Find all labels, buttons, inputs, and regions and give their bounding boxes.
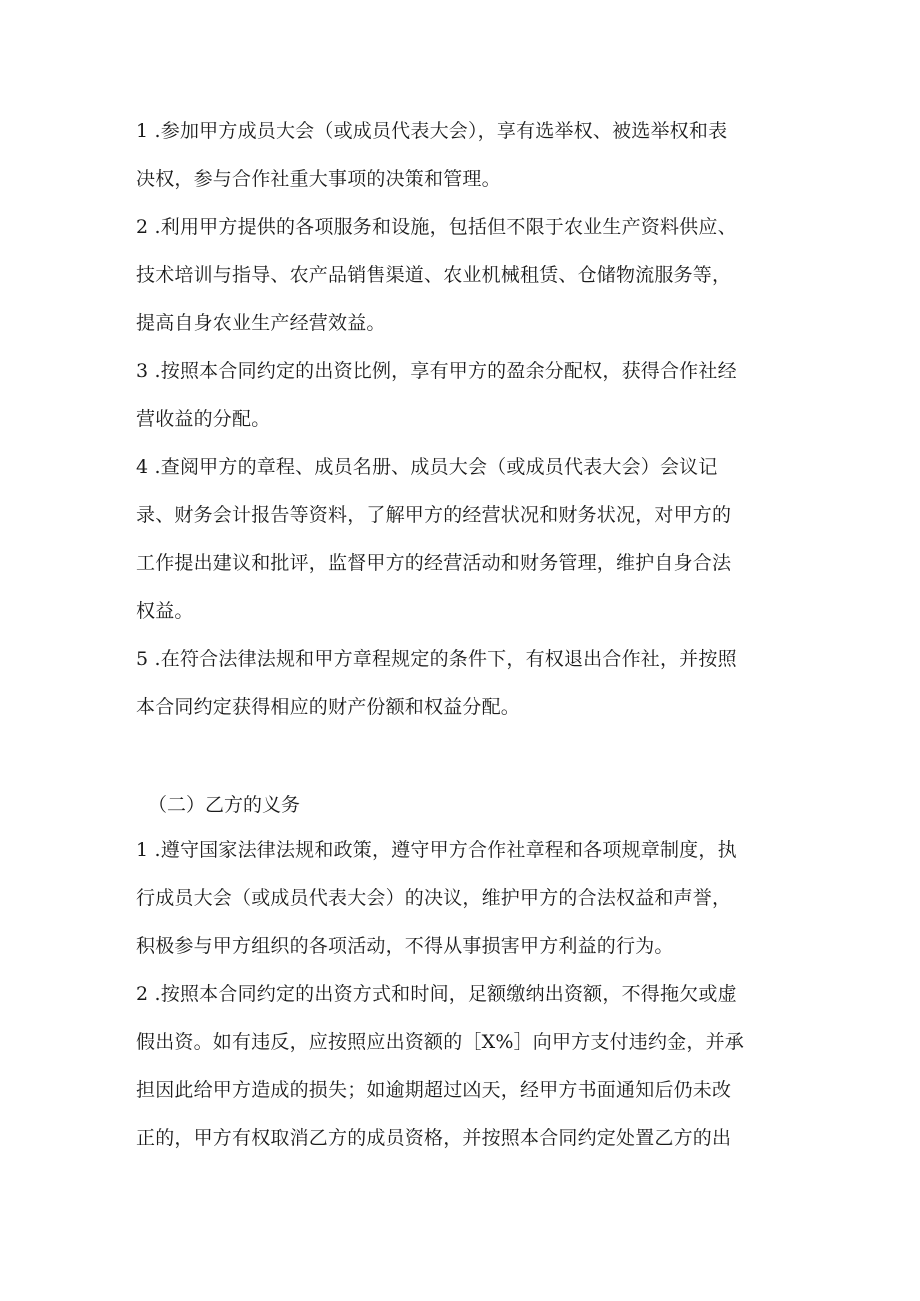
obligation-item-2 (136, 970, 776, 1162)
paragraph-line: 积极参与甲方组织的各项活动，不得从事损害甲方利益的行为。 (136, 935, 674, 957)
paragraph-line: 权益。 (136, 600, 194, 622)
paragraph-line: 提高自身农业生产经营效益。 (136, 312, 386, 334)
paragraph-line: 工作提出建议和批评，监督甲方的经营活动和财务管理，维护自身合法 (136, 552, 732, 574)
rights-item-4 (136, 443, 776, 635)
paragraph-line: 2 .利用甲方提供的各项服务和设施，包括但不限于农业生产资料供应、 (136, 216, 737, 238)
obligations-list (136, 826, 776, 1162)
rights-item-3 (136, 347, 776, 443)
paragraph-line: 决权，参与合作社重大事项的决策和管理。 (136, 168, 501, 190)
paragraph-line: 5 .在符合法律法规和甲方章程规定的条件下，有权退出合作社，并按照 (136, 648, 737, 670)
paragraph-line: 担因此给甲方造成的损失；如逾期超过凶天，经甲方书面通知后仍未改 (136, 1079, 732, 1101)
rights-list (136, 107, 776, 731)
rights-item-1 (136, 107, 776, 203)
paragraph-line: 1 .参加甲方成员大会（或成员代表大会），享有选举权、被选举权和表 (136, 120, 728, 142)
paragraph-line: 1 .遵守国家法律法规和政策，遵守甲方合作社章程和各项规章制度，执 (136, 839, 737, 861)
paragraph-line: 技术培训与指导、农产品销售渠道、农业机械租赁、仓储物流服务等， (136, 264, 732, 286)
obligation-item-1 (136, 826, 776, 970)
paragraph-line: 营收益的分配。 (136, 408, 271, 430)
paragraph-line: 3 .按照本合同约定的出资比例，享有甲方的盈余分配权，获得合作社经 (136, 360, 737, 382)
section-heading: （二）乙方的义务 (148, 794, 301, 816)
paragraph-line: 4 .查阅甲方的章程、成员名册、成员大会（或成员代表大会）会议记 (136, 456, 718, 478)
paragraph-line: 2 .按照本合同约定的出资方式和时间，足额缴纳出资额，不得拖欠或虚 (136, 983, 737, 1005)
rights-item-5 (136, 635, 776, 731)
paragraph-line: 行成员大会（或成员代表大会）的决议，维护甲方的合法权益和声誉， (136, 887, 732, 909)
rights-item-2 (136, 203, 776, 347)
paragraph-line: 本合同约定获得相应的财产份额和权益分配。 (136, 696, 521, 718)
paragraph-line: 录、财务会计报告等资料，了解甲方的经营状况和财务状况，对甲方的 (136, 504, 732, 526)
paragraph-line: 正的，甲方有权取消乙方的成员资格，并按照本合同约定处置乙方的出 (136, 1127, 732, 1149)
paragraph-line: 假出资。如有违反，应按照应出资额的［X%］向甲方支付违约金，并承 (136, 1031, 744, 1053)
